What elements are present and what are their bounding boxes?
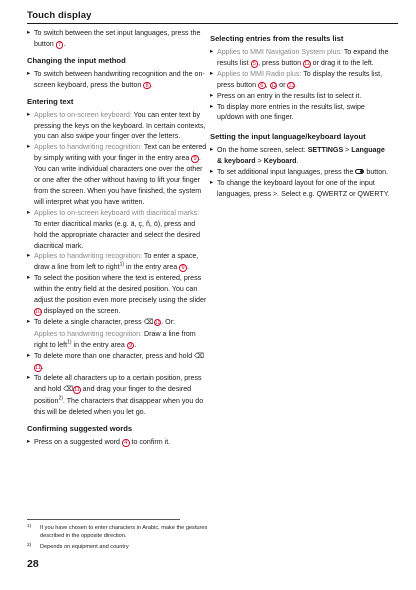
page-number: 28: [27, 558, 39, 570]
list-item: ▸ To delete all characters up to a certain position, press and hold ⌫11 and drag your finger to the desired position$^{2)}$. The characters that disappear when you do this will be deleted when you let go.: [27, 373, 208, 418]
heading-entering-text: Entering text: [27, 96, 74, 106]
callout-9: 9: [179, 264, 187, 272]
list-item: ▸ To delete a single character, press ⌫11. Or: Applies to handwriting recognition: Draw a line from right to left$^{1)}$ in the entry area 9 .: [27, 317, 208, 351]
callout-13: 13: [288, 82, 295, 89]
list-item: ▸ Press on a suggested word 4 to confirm it.: [27, 437, 208, 448]
list-item: ▸ Applies to MMI Radio plus: To display the results list, press button 6 , 12 or 13.: [210, 69, 390, 91]
callout-11: 11: [154, 319, 161, 326]
callout-5: 5: [251, 60, 259, 68]
callout-10: 10: [35, 308, 42, 315]
header-rule: [27, 23, 398, 24]
backspace-icon: ⌫: [143, 318, 154, 326]
list-item: ▸ To select the position where the text is entered, press within the entry field at the desired position. You can adjust the position even more precisely using the slider 10 displayed on the screen.: [27, 273, 208, 317]
backspace-icon: ⌫: [63, 386, 74, 394]
list-item: ▸ To display more entries in the results list, swipe up/down with one finger.: [210, 102, 390, 124]
footnote: 2) Depends on equipment and country: [27, 542, 129, 550]
callout-9: 9: [191, 155, 199, 163]
callout-11: 11: [74, 387, 80, 394]
callout-6: 6: [258, 82, 266, 90]
heading-keyboard-layout: Setting the input language/keyboard layout: [210, 132, 366, 142]
list-item: ▸ Applies to handwriting recognition: To enter a space, draw a line from left to right$^{1)}$ in the entry area 9 .: [27, 251, 208, 273]
page-header: [0, 10, 416, 24]
callout-9: 9: [127, 342, 135, 350]
callout-4: 4: [122, 439, 130, 447]
list-item: ▸ To switch between handwriting recognition and the on-screen keyboard, press the button 8 .: [27, 69, 208, 91]
callout-11: 11: [35, 365, 41, 372]
callout-8: 8: [143, 82, 151, 90]
heading-input-method: Changing the input method: [27, 55, 126, 65]
footnote: 1) If you have chosen to enter characters in Arabic, make the gestures described in the opposite direction.: [27, 523, 208, 540]
list-item: ▸ Applies to handwriting recognition: Text can be entered by simply writing with your finger in the entry area 9 . You can write individual characters one over the other or one after the other without having to lift your finger from the screen. When you have finished, the system will interpret what you have written.: [27, 142, 208, 207]
right-column: [210, 28, 390, 200]
heading-results-list: Selecting entries from the results list: [210, 34, 344, 43]
backspace-icon: ⌫: [194, 352, 205, 360]
list-item: ▸ Applies to MMI Navigation System plus: To expand the results list 5 , press button 12 or drag it to the left.: [210, 47, 390, 69]
list-item: ▸ Applies to on-screen keyboard: You can enter text by pressing the keys on the keyboard. In certain contexts, you can also swipe your finger over the letters.: [27, 110, 208, 143]
list-item: ▸ To set additional input languages, press the button.: [210, 167, 390, 178]
footnote-rule: [27, 519, 180, 520]
list-item: ▸ To change the keyboard layout for one of the input languages, press >. Select e.g. QWERTZ or QWERTY.: [210, 178, 390, 200]
callout-12: 12: [304, 60, 311, 67]
page-title: Touch display: [27, 10, 92, 21]
list-item: ▸ To switch between the set input languages, press the button 7 .: [27, 28, 208, 50]
toggle-icon: [355, 169, 364, 174]
list-item: ▸ On the home screen, select: SETTINGS > Language & keyboard > Keyboard.: [210, 145, 390, 167]
left-column: [27, 28, 208, 448]
list-item: ▸ Press on an entry in the results list to select it.: [210, 91, 390, 102]
callout-7: 7: [56, 41, 64, 49]
heading-confirming: Confirming suggested words: [27, 424, 133, 433]
list-item: ▸ Applies to on-screen keyboard with diacritical marks: To enter diacritical marks (e.g. ä, ç, ñ, ö), press and hold the appropriate character and select the desired diacritical mark.: [27, 208, 208, 252]
callout-12: 12: [270, 82, 277, 89]
list-item: ▸ To delete more than one character, press and hold ⌫11.: [27, 351, 208, 374]
footnotes: [27, 519, 208, 553]
